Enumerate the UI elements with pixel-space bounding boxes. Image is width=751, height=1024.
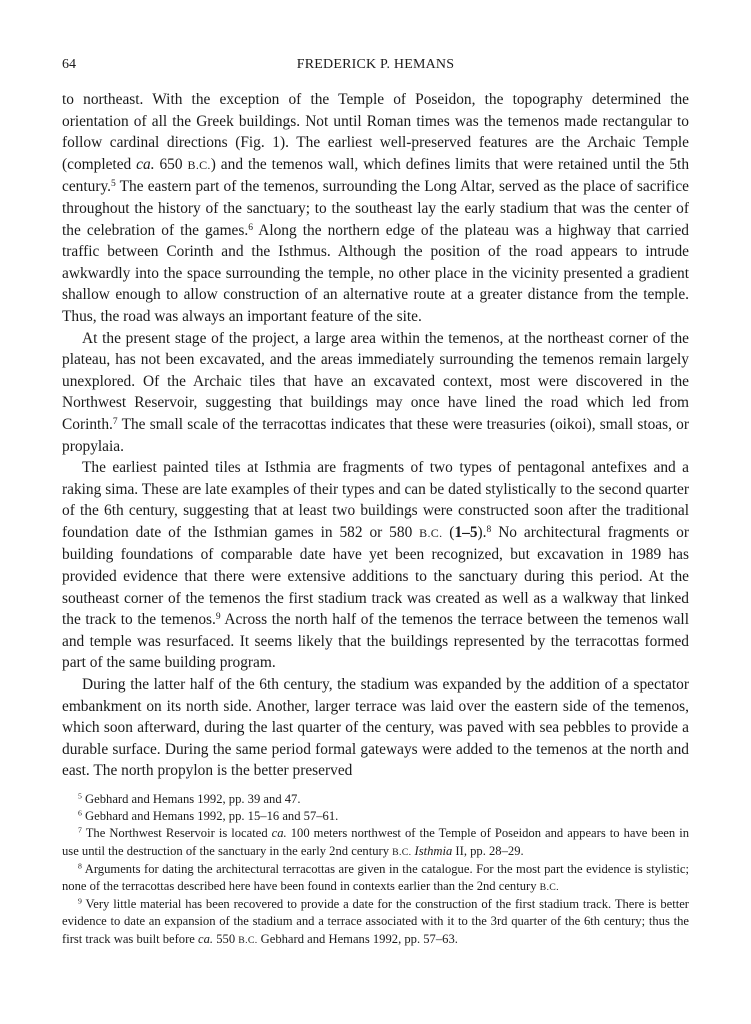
running-head: FREDERICK P. HEMANS	[296, 57, 455, 72]
footnotes	[62, 791, 689, 949]
paragraph-4: During the latter half of the 6th century, the stadium was expanded by the addition of a spectator embankment on its north side. Another, larger terrace was laid over the eastern side of the temenos, which soon afterward, during the last quarter of the century, was paved with sea pebbles to provide a durable surface. During the same period formal gateways were added to the temenos at the north and east. The north propylon is the better preserved	[62, 676, 689, 780]
footnote-5: $^5$ Gebhard and Hemans 1992, pp. 39 and 47.	[78, 791, 301, 806]
footnote-ref-5[interactable]: 5	[111, 178, 116, 190]
footnote-8: $^8$ Arguments for dating the architectural terracottas are given in the catalogue. For the most part the evidence is stylistic; none of the terracottas described here have been found in contexts earlier than the 2nd century B.C.	[62, 861, 689, 894]
footnote-ref-9[interactable]: 9	[215, 611, 221, 622]
footnote-ref-7[interactable]: 7	[112, 415, 118, 427]
main-text	[62, 89, 689, 782]
footnote-7: $^7$ The Northwest Reservoir is located ca. 100 meters northwest of the Temple of Poseidon and appears to have been in use until the destruction of the sanctuary in the early 2nd century B.C. Isthmia II, pp. 28–29.	[62, 826, 689, 858]
catalogue-ref: 1–5	[454, 523, 478, 541]
footnote-6: $^6$ Gebhard and Hemans 1992, pp. 15–16 and 57–61.	[78, 808, 339, 824]
paragraph-3: The earliest painted tiles at Isthmia are fragments of two types of pentagonal antefixes and a raking sima. These are late examples of their types and can be dated stylistically to the second quarter of the 6th century, suggesting that at least two buildings were constructed soon after the traditional foundation date of the Isthmian games in 582 or 580 B.C. (1–5).$^8$ No architectural fragments or building foundations of comparable date have yet been recognized, but excavation in 1989 has provided evidence that there were extensive additions to the sanctuary during this period. At the southeast corner of the temenos the first stadium track was created as well as a walkway that linked the track to the temenos.$^9$ Across the north half of the temenos the terrace between the temenos wall and temple was resurfaced. It seems likely that the buildings represented by the terracottas formed part of the same building program.	[62, 459, 689, 672]
footnote-ref-8[interactable]: 8	[486, 523, 492, 535]
paragraph-2: At the present stage of the project, a large area within the temenos, at the northeast corner of the plateau, has not been excavated, and the areas immediately surrounding the temenos remain largely unexplored. Of the Archaic tiles that have an excavated context, most were discovered in the Northwest Reservoir, suggesting that buildings may once have lined the road which led from Corinth.$^7$ The small scale of the terracottas indicates that these were treasuries (oikoi), small stoas, or propylaia.	[62, 329, 689, 455]
footnote-ref-6[interactable]: 6	[248, 221, 253, 233]
paragraph-1: to northeast. With the exception of the Temple of Poseidon, the topography determined the orientation of all the Greek buildings. Not until Roman times was the temenos made rectangular to follow cardinal directions (Fig. 1). The earliest well-preserved features are the Archaic Temple (completed ca. 650 B.C.) and the temenos wall, which defines limits that were retained until the 5th century.$^5$ The eastern part of the temenos, surrounding the Long Altar, served as the place of sacrifice throughout the history of the sanctuary; to the southeast lay the early stadium that was the center of the celebration of the games.$^6$ Along the northern edge of the plateau was a highway that carried traffic between Corinth and the Isthmus. Although the position of the road appears to intrude awkwardly into the space surrounding the temple, no other place in the vicinity presented a gradient shallow enough to allow construction of an alternative route at a greater distance from the temple. Thus, the road was always an important feature of the site.	[62, 91, 690, 325]
page-number: 64	[62, 57, 76, 72]
running-header	[0, 57, 751, 77]
footnote-9: $^9$ Very little material has been recovered to provide a date for the construction of the first stadium track. There is better evidence to date an expansion of the stadium and a terrace associated with it to the 3rd quarter of the 6th century; thus the first track was built before ca. 550 B.C. Gebhard and Hemans 1992, pp. 57–63.	[62, 896, 689, 946]
